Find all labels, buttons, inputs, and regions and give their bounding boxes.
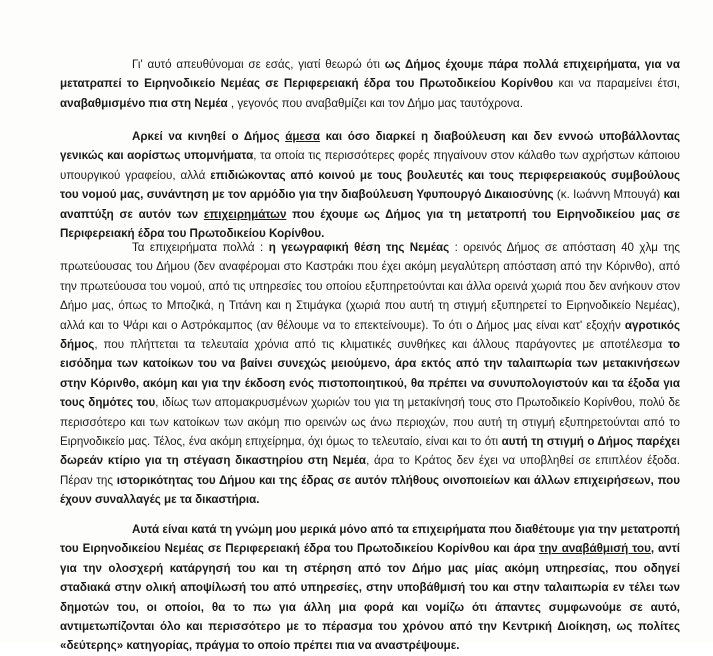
text-run: αυτή τη στιγμή ο Δήμος παρέχει δωρεάν κτίριο για τη στέγαση δικαστηρίου στη Νεμέα — [60, 435, 680, 468]
paragraph-4 — [60, 520, 680, 656]
paragraph-3 — [60, 238, 680, 510]
text-run: , τα οποία τις περισσότερες φορές πηγαίνουν στον κάλαθο των αχρήστων κάποιου υπουργικού γραφείου, αλλά — [60, 149, 681, 182]
text-run: και να παραμείνει έτσι, — [553, 77, 680, 91]
text-run: , άρα το Κράτος δεν έχει να υποβληθεί σε επιπλέον έξοδα. Πέραν της — [60, 454, 680, 487]
text-run: , που πλήττεται τα τελευταία χρόνια από τις κλιματικές συνθήκες και άλλους παράγοντες με αποτέλεσμα — [94, 338, 669, 352]
text-run: ιστορικότητας του Δήμου και της έδρας σε αυτόν πλήθους οινοποιείων και άλλων επιχειρήσεων, που έχουν συναλλαγές με τα δικαστήρια. — [60, 473, 680, 507]
text-run: Αυτά είναι κατά τη γνώμη μου μερικά μόνο από τα επιχειρήματα που διαθέτουμε για την μετατροπή του Ειρηνοδικείου Νεμέας σε Περιφερειακή έδρα του Πρωτοδικείου Κορίνθου και άρα — [60, 523, 680, 556]
text-run: η γεωγραφική θέση της Νεμέας — [268, 241, 450, 254]
text-run: : ορεινός Δήμος σε απόσταση 40 χλμ της πρωτεύουσας του Δήμου (δεν αναφέρομαι στο Καστράκι που έχει ακόμη μεγαλύτερη απόσταση από την Κόρινθο), από την πρωτεύουσα του νομού, από τις υπηρεσίες του οποίου εξυπηρετούνται και άλλα ορεινά χωριά που δεν ανήκουν στον Δήμο μας, όπως το Μποζικά, η Τιτάνη και η Στιμάγκα (χωριά που αυτή τη στιγμή εξυπηρετεί το Ειρηνοδικείο Νεμέας), αλλά και το Ψάρι και ο Αστρόκαμπος (αν θέλουμε να το επεκτείνουμε). Το ότι ο Δήμος μας είναι κατ' εξοχήν — [60, 241, 681, 332]
text-run: επιχειρημάτων — [203, 207, 287, 221]
paragraph-2 — [60, 127, 680, 243]
text-run: το εισόδημα των κατοίκων του να βαίνει συνεχώς μειούμενο, άρα εκτός από την ταλαιπωρία των μετακινήσεων στην Κόρινθο, ακόμη και για την έκδοση ενός πιστοποιητικού, θα πρέπει να συνυπολογιστούν και τα έξοδα για τους δημότες του — [60, 338, 680, 410]
text-run: , ιδίως των απομακρυσμένων χωριών του για τη μετακίνησή τους στο Πρωτοδικείο Κορίνθου, πολύ δε περισσότερο και των κατοίκων των ακόμη πιο ορεινών ως άνω περιοχών, που αυτή τη στιγμή εξυπηρετούνται από το Ειρηνοδικείο μας. Τέλος, ένα ακόμη επιχείρημα, όχι όμως το τελευταίο, είναι και το ότι — [60, 396, 680, 449]
text-run: που έχουμε ως Δήμος για τη μετατροπή του Ειρηνοδικείου μας σε Περιφερειακή έδρα του Πρωτοδικείου Κορίνθου. — [60, 207, 680, 241]
paragraph-1 — [60, 55, 680, 113]
text-run: Τα επιχειρήματα πολλά : — [132, 241, 269, 254]
text-run: Γι' αυτό απευθύνομαι σε εσάς, γιατί θεωρώ ότι — [132, 58, 385, 71]
text-run: επιδιώκοντας από κοινού με τους βουλευτές και τους περιφερειακούς συμβούλους του νομού μας, συνάντηση με τον αρμόδιο για την διαβούλευση Υφυπουργό Δικαιοσύνης — [60, 168, 681, 202]
text-run: , γεγονός που αναβαθμίζει και τον Δήμο μας ταυτόχρονα. — [227, 96, 523, 110]
text-run: Αρκεί να κινηθεί ο Δήμος — [132, 130, 286, 143]
text-run: την αναβάθμισή του — [539, 542, 651, 556]
text-run: ως Δήμος έχουμε πάρα πολλά επιχειρήματα, για να μετατραπεί το Ειρηνοδικείο Νεμέας σε Περιφερειακή έδρα του Πρωτοδικείου Κορίνθου — [60, 58, 680, 91]
text-run: αγροτικός δήμος — [60, 318, 680, 352]
text-run: , αντί για την ολοσχερή κατάργησή του και τη στέρηση από τον Δήμο μας μίας ακόμη υπηρεσίας, που οδηγεί σταδιακά στην ολική αποψίλωσή του από υπηρεσίες, στην υποβάθμισή του και στην ταλαιπωρία εν τέλει των δημοτών του, οι οποίοι, θα το πω για άλλη μια φορά και νομίζω ότι άπαντες συμφωνούμε σε αυτό, αντιμετωπίζονται όλο και περισσότερο με το πέρασμα του χρόνου από την Κεντρική Διοίκηση, ως πολίτες «δεύτερης» κατηγορίας, πράγμα το οποίο πρέπει πια να αναστρέψουμε. — [60, 542, 680, 653]
text-run: (κ. Ιωάννη Μπουγά) — [553, 188, 664, 202]
text-run: αναβαθμισμένο πια στη Νεμέα — [60, 96, 228, 110]
text-run: άμεσα — [285, 130, 320, 143]
text-run: και όσο διαρκεί η διαβούλευση και δεν εννοώ υποβάλλοντας γενικώς και αορίστως υπομνήματα — [60, 130, 680, 163]
text-run: και αναπτύξη σε αυτόν των — [60, 188, 681, 221]
